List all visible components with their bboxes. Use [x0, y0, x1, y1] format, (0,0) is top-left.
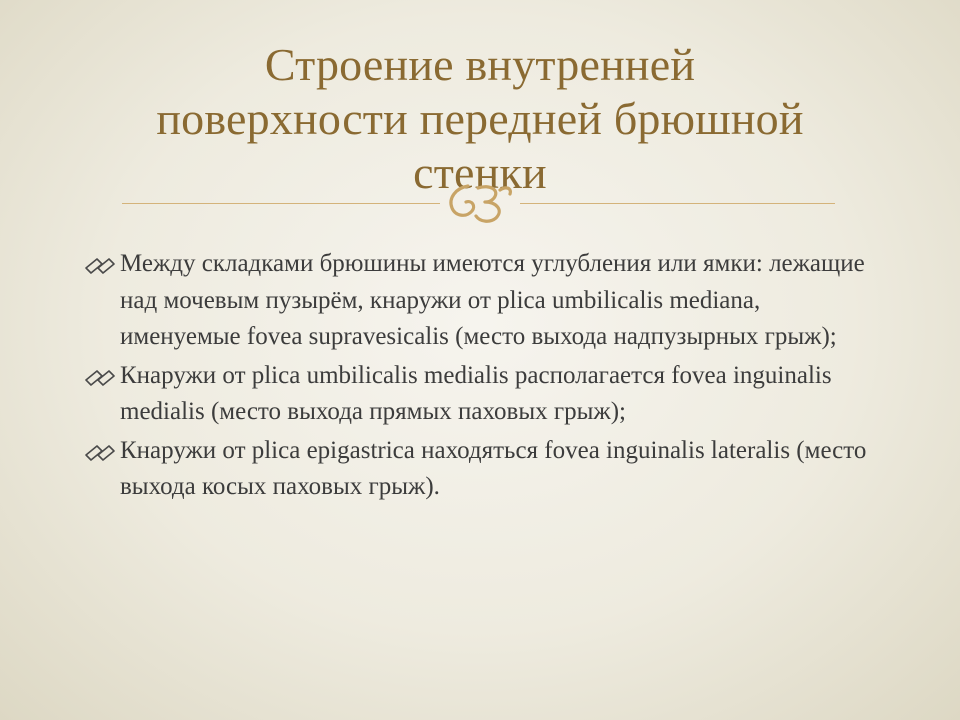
slide-title-line-3: стенки: [413, 147, 547, 198]
title-divider-right: [520, 203, 835, 204]
slide-body: [84, 246, 874, 508]
bullet-item: [84, 246, 874, 356]
double-leaf-icon: [84, 255, 116, 275]
slide-title-line-2: поверхности передней брюшной: [156, 93, 804, 144]
slide-title: [60, 38, 900, 200]
bullet-text: Кнаружи от plica epigastrica находяться fovea inguinalis lateralis (место выхода косых паховых грыж).: [120, 436, 867, 500]
flourish-icon: [438, 180, 522, 224]
bullet-text: Кнаружи от plica umbilicalis medialis располагается fovea inguinalis medialis (место выхода прямых паховых грыж);: [120, 361, 832, 425]
double-leaf-icon: [84, 367, 116, 387]
bullet-text: Между складками брюшины имеются углубления или ямки: лежащие над мочевым пузырём, кнаружи от plica umbilicalis mediana, именуемые fovea supravesicalis (место выхода надпузырных грыж);: [120, 250, 865, 350]
title-divider-left: [122, 203, 440, 204]
bullet-item: [84, 358, 874, 431]
bullet-list: [84, 246, 874, 506]
double-leaf-icon: [84, 442, 116, 462]
bullet-item: [84, 433, 874, 506]
slide-title-line-1: Строение внутренней: [264, 39, 696, 90]
